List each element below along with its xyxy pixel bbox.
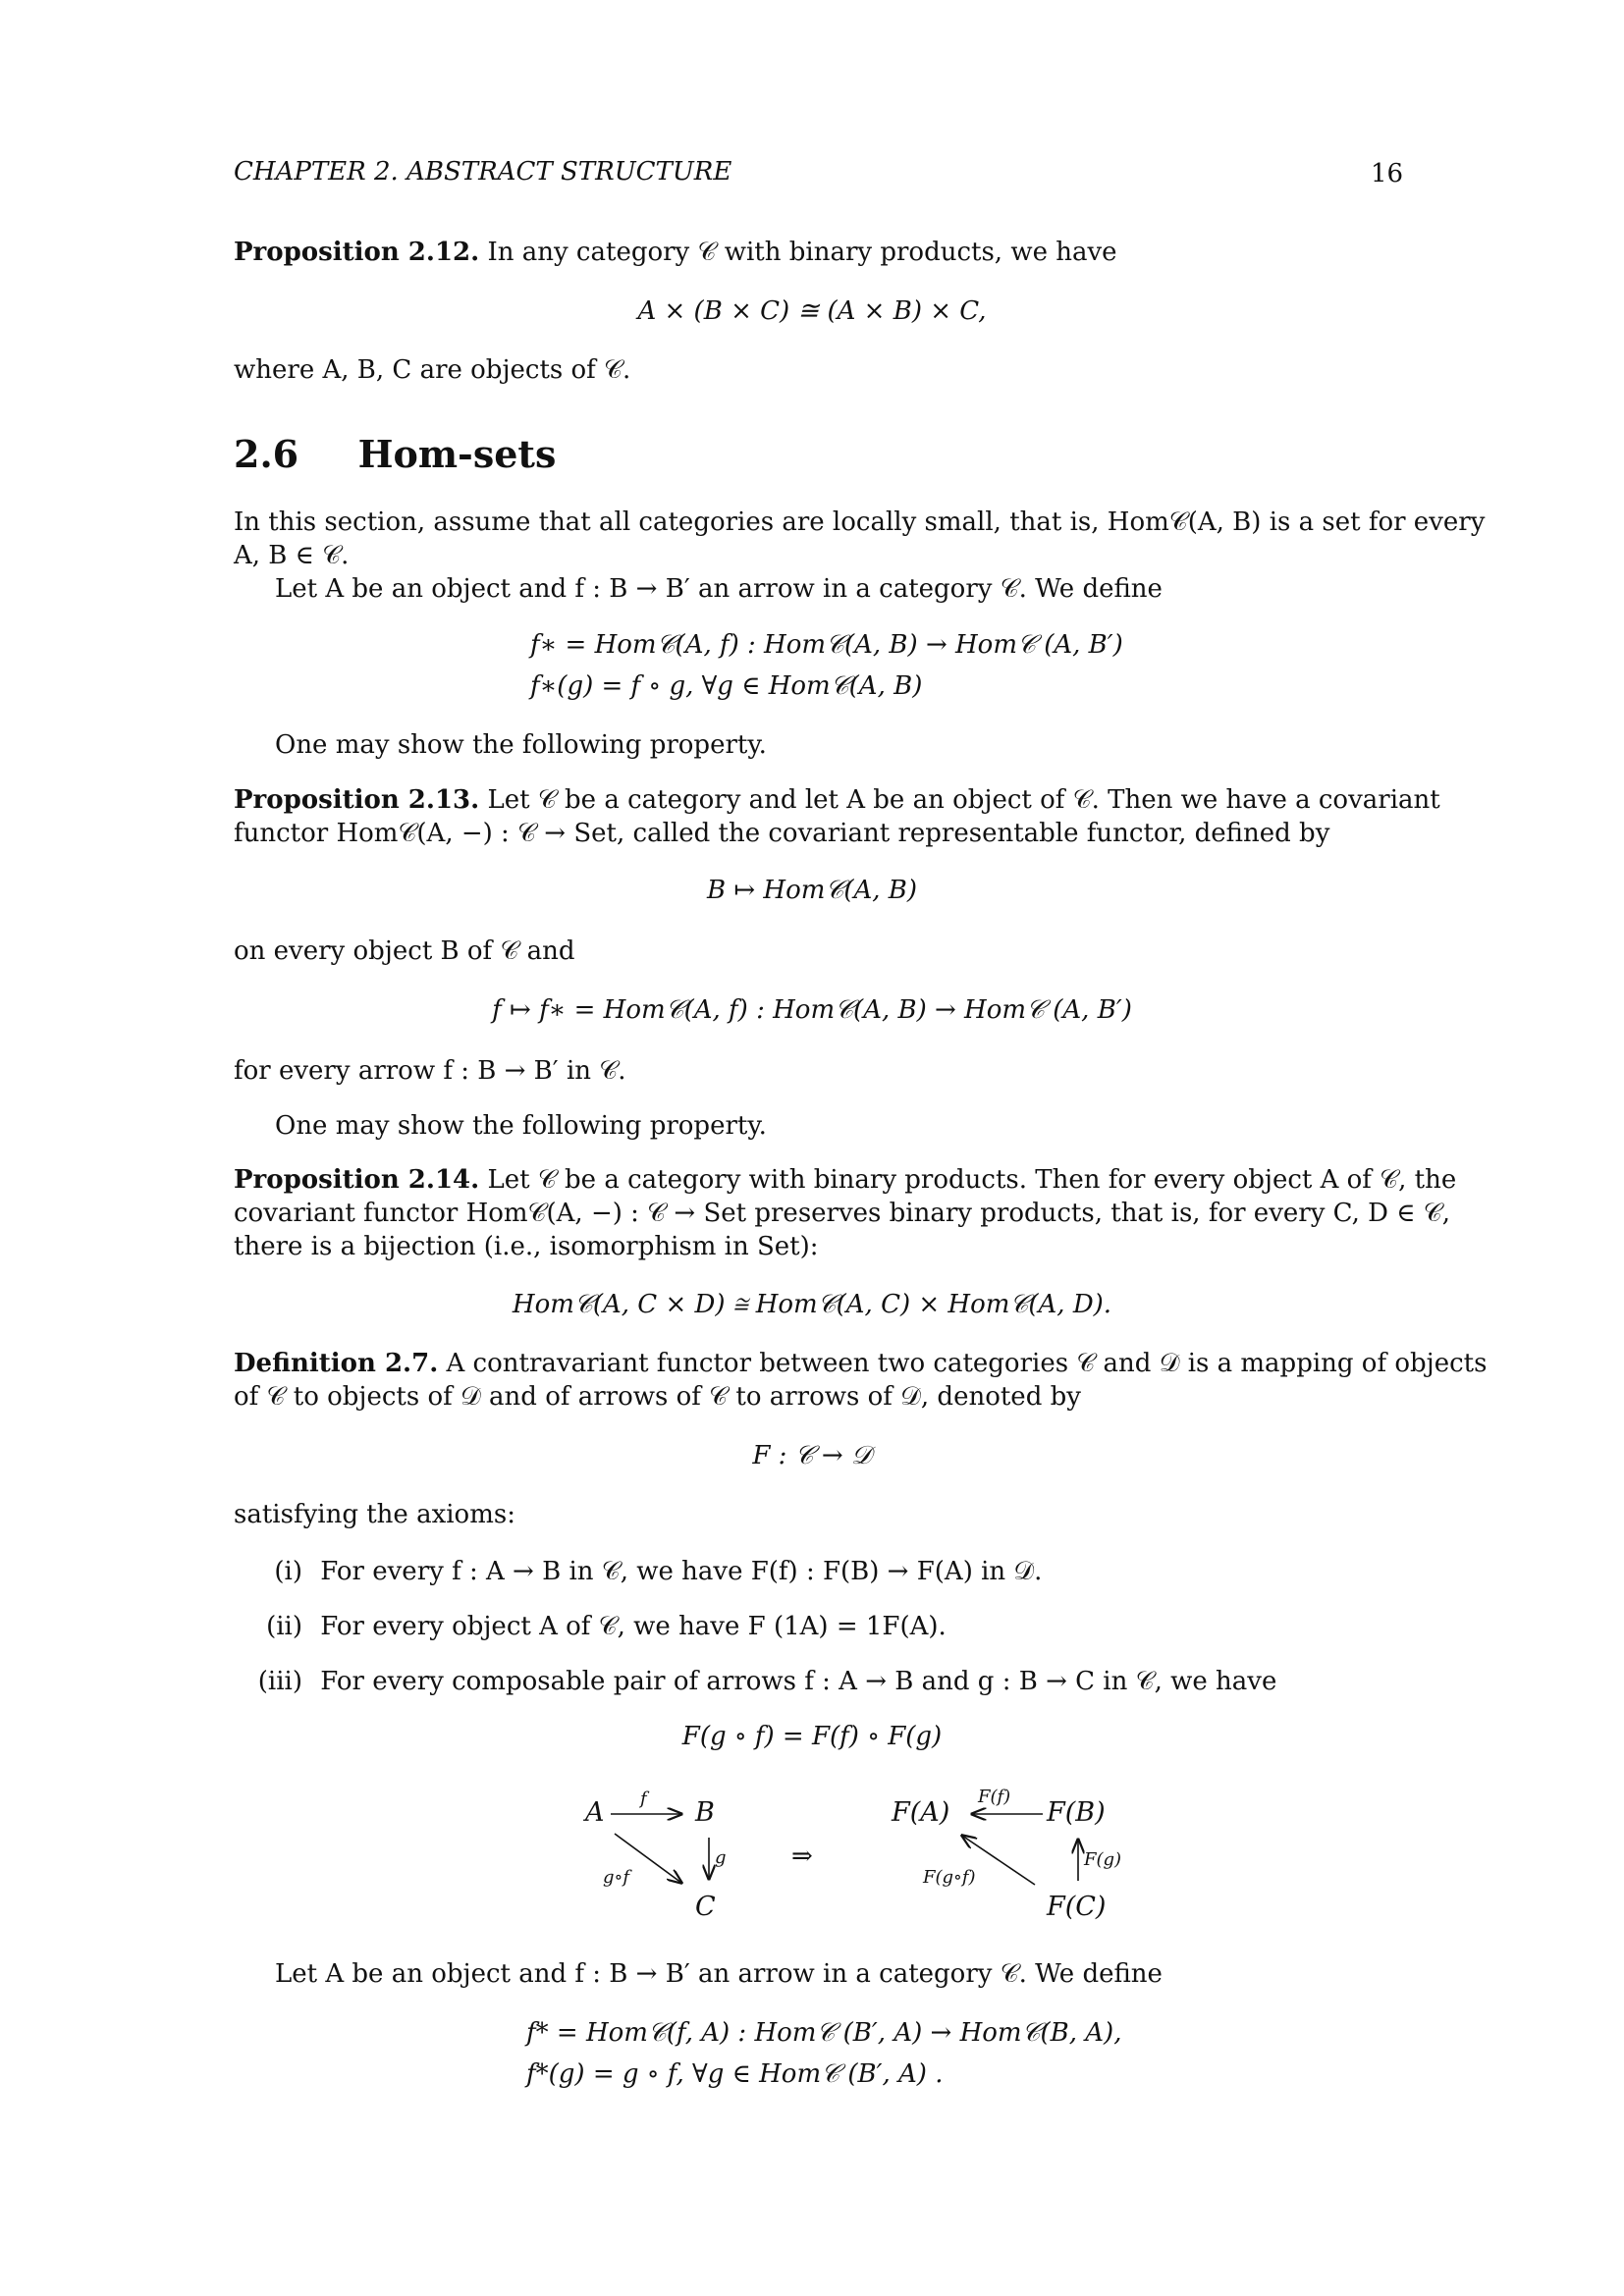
label-g: g <box>715 1847 727 1868</box>
axiom-number: (iii) <box>257 1667 302 1696</box>
proposition-2-12-after: where A, B, C are objects of 𝒞. <box>234 355 631 385</box>
equation-functor: F : 𝒞 → 𝒟 <box>752 1441 872 1470</box>
proposition-2-14-line-3: there is a bijection (i.e., isomorphism in Set): <box>234 1232 819 1261</box>
node-C: C <box>695 1892 716 1922</box>
node-FB: F(B) <box>1047 1797 1106 1828</box>
node-A: A <box>585 1797 605 1828</box>
intro-line-3: Let A be an object and f : B → B′ an arrow in a category 𝒞. We define <box>275 574 1163 604</box>
definition-2-7-line-2: of 𝒞 to objects of 𝒟 and of arrows of 𝒞 to arrows of 𝒟, denoted by <box>234 1382 1081 1412</box>
axiom-number: (ii) <box>266 1612 302 1641</box>
proposition-label: Proposition 2.13. <box>234 785 480 815</box>
node-FA: F(A) <box>892 1797 950 1828</box>
intro-line-2: A, B ∈ 𝒞. <box>234 541 350 570</box>
equation-contravariant-composition: F(g ∘ f) = F(f) ∘ F(g) <box>681 1722 943 1751</box>
section-number: 2.6 <box>234 432 299 476</box>
label-Ff: F(f) <box>978 1787 1011 1807</box>
label-f: f <box>640 1789 647 1809</box>
label-g-compose-f: g∘f <box>603 1867 630 1888</box>
implies-symbol: ⇒ <box>791 1842 813 1871</box>
node-B: B <box>695 1797 715 1828</box>
running-title: CHAPTER 2. ABSTRACT STRUCTURE <box>234 157 732 187</box>
proposition-label: Proposition 2.14. <box>234 1165 480 1195</box>
proposition-2-14-line-2: covariant functor Hom𝒞(A, −) : 𝒞 → Set preserves binary products, that is, for every C, D ∈ 𝒞, <box>234 1199 1450 1228</box>
proposition-2-13-mid: on every object B of 𝒞 and <box>234 936 575 966</box>
proposition-2-13-line-2: functor Hom𝒞(A, −) : 𝒞 → Set, called the covariant representable functor, defined by <box>234 819 1330 848</box>
definition-2-7-after: satisfying the axioms: <box>234 1500 515 1529</box>
proposition-text: In any category 𝒞 with binary products, we have <box>487 238 1117 267</box>
section-title: Hom-sets <box>357 432 557 476</box>
equation-hom-product: Hom𝒞(A, C × D) ≅ Hom𝒞(A, C) × Hom𝒞(A, D). <box>512 1290 1112 1319</box>
axiom-text: For every composable pair of arrows f : A → B and g : B → C in 𝒞, we have <box>320 1667 1277 1696</box>
equation-f-star-apply: f∗(g) = f ∘ g, ∀g ∈ Hom𝒞(A, B) <box>530 671 923 701</box>
definition-text: A contravariant functor between two categories 𝒞 and 𝒟 is a mapping of objects <box>446 1349 1488 1378</box>
proposition-2-13-after-2: One may show the following property. <box>275 1111 767 1141</box>
equation-object-map: B ↦ Hom𝒞(A, B) <box>706 876 918 905</box>
node-FC: F(C) <box>1047 1892 1107 1922</box>
equation-associativity: A × (B × C) ≅ (A × B) × C, <box>637 296 987 326</box>
proposition-label: Proposition 2.12. <box>234 238 480 267</box>
equation-f-upper-star-apply: f*(g) = g ∘ f, ∀g ∈ Hom𝒞 (B′, A) . <box>526 2059 944 2089</box>
intro-line-1: In this section, assume that all categories are locally small, that is, Hom𝒞(A, B) is a set for every <box>234 507 1486 537</box>
equation-f-star-def: f∗ = Hom𝒞(A, f) : Hom𝒞(A, B) → Hom𝒞 (A, B′) <box>530 630 1123 660</box>
label-Fg: F(g) <box>1084 1849 1122 1870</box>
axiom-text: For every f : A → B in 𝒞, we have F(f) : F(B) → F(A) in 𝒟. <box>320 1557 1043 1586</box>
definition-label: Definition 2.7. <box>234 1349 439 1378</box>
intro-line-4: One may show the following property. <box>275 730 767 760</box>
proposition-text: Let 𝒞 be a category with binary products. Then for every object A of 𝒞, the <box>487 1165 1457 1195</box>
page-number: 16 <box>1371 159 1404 188</box>
label-Fgf: F(g∘f) <box>923 1867 976 1888</box>
contravariant-intro: Let A be an object and f : B → B′ an arrow in a category 𝒞. We define <box>275 1959 1163 1989</box>
proposition-text: Let 𝒞 be a category and let A be an object of 𝒞. Then we have a covariant <box>487 785 1440 815</box>
axiom-text: For every object A of 𝒞, we have F (1A) = 1F(A). <box>320 1612 947 1641</box>
equation-f-upper-star-def: f* = Hom𝒞(f, A) : Hom𝒞 (B′, A) → Hom𝒞(B, A), <box>526 2018 1122 2048</box>
axiom-number: (i) <box>274 1557 302 1586</box>
equation-arrow-map: f ↦ f∗ = Hom𝒞(A, f) : Hom𝒞(A, B) → Hom𝒞 (A, B′) <box>492 995 1132 1025</box>
proposition-2-13-after: for every arrow f : B → B′ in 𝒞. <box>234 1056 626 1086</box>
